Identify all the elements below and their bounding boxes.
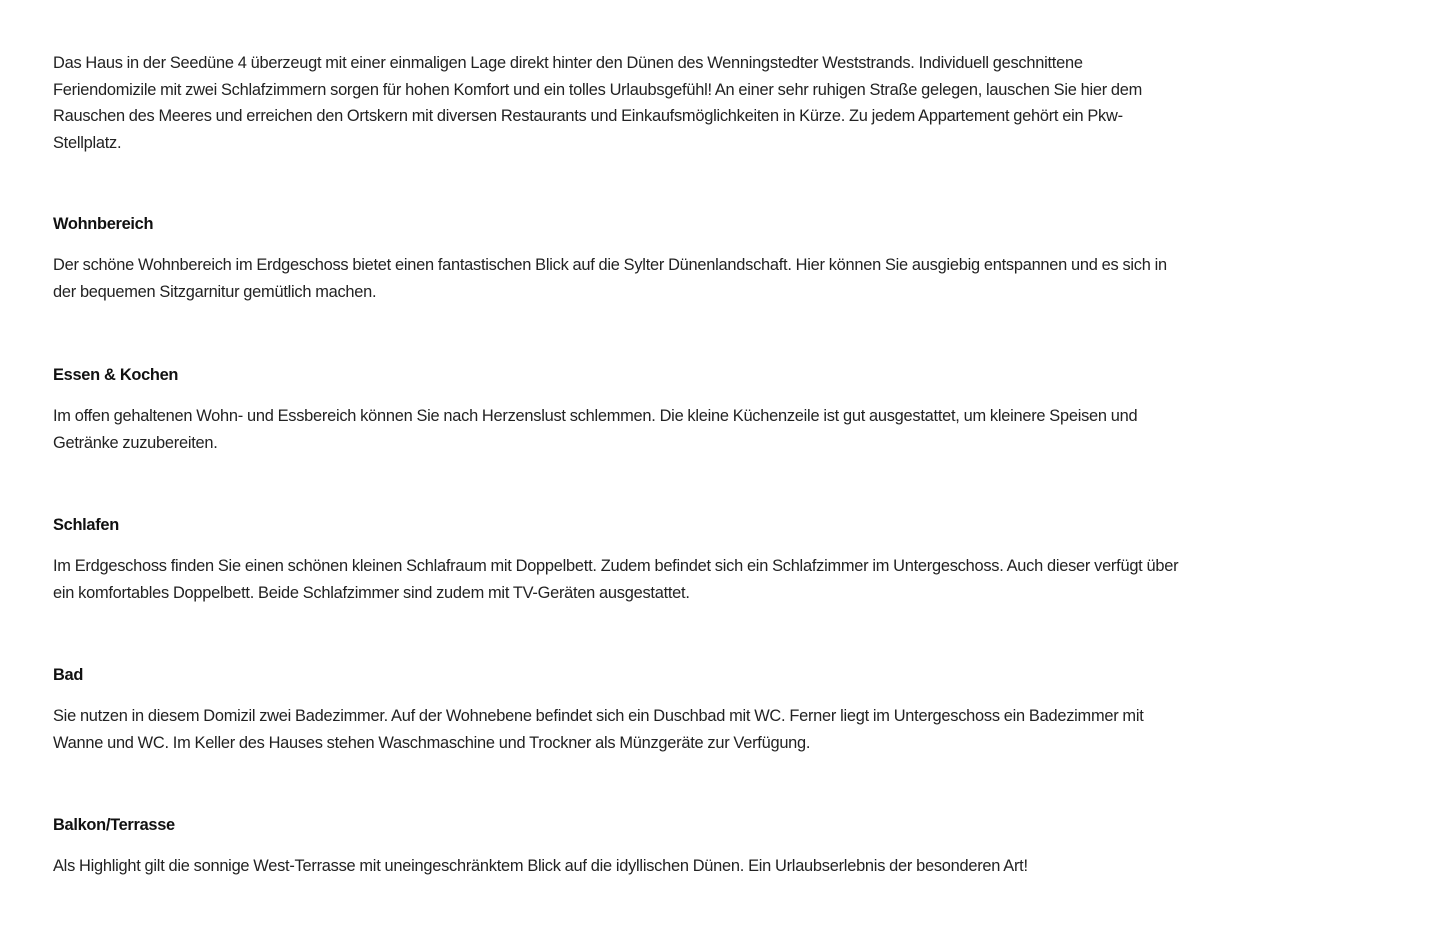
section-paragraph: [53, 553, 1178, 606]
text-line: Im Erdgeschoss finden Sie einen schönen kleinen Schlafraum mit Doppelbett. Zudem befindet sich ein Schlafzimmer im Untergeschoss. Auch dieser verfügt über: [53, 557, 1179, 575]
text-line: Wanne und WC. Im Keller des Hauses stehen Waschmaschine und Trockner als Münzgeräte zur Verfügung.: [53, 733, 811, 752]
section-paragraph: [53, 853, 1028, 880]
text-line: Sie nutzen in diesem Domizil zwei Badezimmer. Auf der Wohnebene befindet sich ein Duschbad mit WC. Ferner liegt im Untergeschoss ein Badezimmer mit: [53, 707, 1144, 725]
text-line: ein komfortables Doppelbett. Beide Schlafzimmer sind zudem mit TV-Geräten ausgestattet.: [53, 583, 690, 602]
section-bad: [53, 662, 1144, 756]
text-line: Rauschen des Meeres und erreichen den Ortskern mit diversen Restaurants und Einkaufsmöglichkeiten in Kürze. Zu jedem Appartement gehört ein Pkw-: [53, 107, 1123, 126]
text-line: Feriendomizile mit zwei Schlafzimmern sorgen für hohen Komfort und ein tolles Urlaubsgefühl! An einer sehr ruhigen Straße gelegen, lauschen Sie hier dem: [53, 80, 1143, 99]
document-body: [53, 50, 1393, 875]
text-line: Als Highlight gilt die sonnige West-Terrasse mit uneingeschränktem Blick auf die idyllischen Dünen. Ein Urlaubserlebnis der besonderen Art!: [53, 857, 1028, 875]
section-wohnbereich: [53, 211, 1167, 305]
section-heading: Wohnbereich: [53, 215, 154, 233]
text-line: Getränke zuzubereiten.: [53, 433, 218, 452]
section-paragraph: [53, 703, 1144, 756]
section-heading: Balkon/Terrasse: [53, 816, 175, 834]
text-line: der bequemen Sitzgarnitur gemütlich machen.: [53, 282, 377, 301]
section-balkon-terrasse: [53, 812, 1028, 880]
section-essen-kochen: [53, 362, 1137, 456]
section-paragraph: [53, 252, 1167, 305]
intro-paragraph: [53, 50, 1393, 200]
text-line: Das Haus in der Seedüne 4 überzeugt mit einer einmaligen Lage direkt hinter den Dünen des Wenningstedter Weststrands. Individuell geschnittene: [53, 54, 1083, 72]
section-schlafen: [53, 512, 1178, 606]
section-paragraph: [53, 403, 1137, 456]
text-line: Im offen gehaltenen Wohn- und Essbereich können Sie nach Herzenslust schlemmen. Die kleine Küchenzeile ist gut ausgestattet, um kleinere Speisen und: [53, 407, 1138, 425]
section-heading: Schlafen: [53, 516, 119, 534]
text-line: Stellplatz.: [53, 133, 122, 152]
section-heading: Essen & Kochen: [53, 366, 179, 384]
text-line: Der schöne Wohnbereich im Erdgeschoss bietet einen fantastischen Blick auf die Sylter Dünenlandschaft. Hier können Sie ausgiebig entspannen und es sich in: [53, 256, 1167, 274]
section-heading: Bad: [53, 666, 84, 684]
